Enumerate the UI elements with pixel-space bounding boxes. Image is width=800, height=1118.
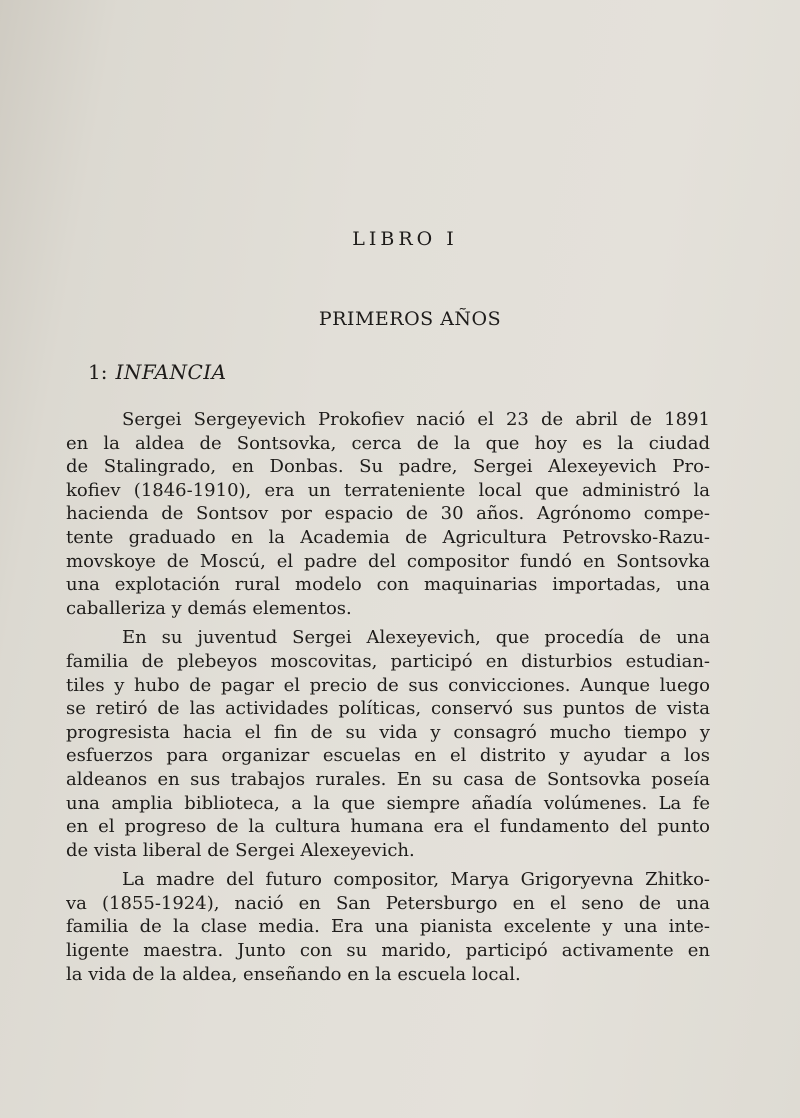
text-line: tiles y hubo de pagar el precio de sus convicciones. Aunque luego [66, 674, 710, 696]
book-title: LIBRO I [352, 228, 458, 250]
chapter-number: 1: [88, 360, 108, 384]
text-line: En su juventud Sergei Alexeyevich, que procedía de una [122, 627, 710, 649]
text-line: en la aldea de Sontsovka, cerca de la que hoy es la ciudad [66, 432, 710, 454]
paragraph-2 [66, 626, 710, 862]
text-line: de Stalingrado, en Donbas. Su padre, Sergei Alexeyevich Pro- [66, 456, 710, 478]
text-line: caballeriza y demás elementos. [66, 597, 352, 619]
text-line: La madre del futuro compositor, Marya Grigoryevna Zhitko- [122, 869, 710, 891]
text-line: en el progreso de la cultura humana era el fundamento del punto [66, 816, 710, 838]
text-line: tente graduado en la Academia de Agricultura Petrovsko-Razu- [66, 526, 710, 548]
text-line: aldeanos en sus trabajos rurales. En su casa de Sontsovka poseía [66, 768, 710, 790]
text-line: se retiró de las actividades políticas, conservó sus puntos de vista [66, 698, 710, 720]
text-line: kofiev (1846-1910), era un terrateniente local que administró la [66, 479, 710, 501]
text-line: va (1855-1924), nació en San Petersburgo en el seno de una [66, 892, 710, 914]
text-line: progresista hacia el fin de su vida y consagró mucho tiempo y [66, 721, 710, 743]
text-line: Sergei Sergeyevich Prokofiev nació el 23 de abril de 1891 [122, 409, 710, 430]
text-line: la vida de la aldea, enseñando en la escuela local. [66, 963, 521, 985]
chapter-heading [88, 360, 227, 384]
part-title: PRIMEROS AÑOS [318, 308, 502, 330]
text-line: de vista liberal de Sergei Alexeyevich. [66, 839, 415, 861]
text-line: movskoye de Moscú, el padre del compositor fundó en Sontsovka [66, 550, 710, 572]
text-line: familia de la clase media. Era una pianista excelente y una inte- [66, 916, 710, 938]
chapter-title: INFANCIA [115, 360, 227, 384]
text-line: una amplia biblioteca, a la que siempre añadía volúmenes. La fe [66, 792, 710, 814]
text-line: familia de plebeyos moscovitas, participó en disturbios estudian- [66, 650, 710, 672]
paragraph-3 [66, 868, 710, 986]
body-text [66, 408, 710, 986]
text-line: ligente maestra. Junto con su marido, participó activamente en [66, 940, 710, 962]
text-line: una explotación rural modelo con maquinarias importadas, una [66, 574, 710, 596]
text-line: hacienda de Sontsov por espacio de 30 años. Agrónomo compe- [66, 503, 710, 525]
paragraph-1 [66, 408, 710, 620]
text-line: esfuerzos para organizar escuelas en el distrito y ayudar a los [66, 745, 710, 767]
